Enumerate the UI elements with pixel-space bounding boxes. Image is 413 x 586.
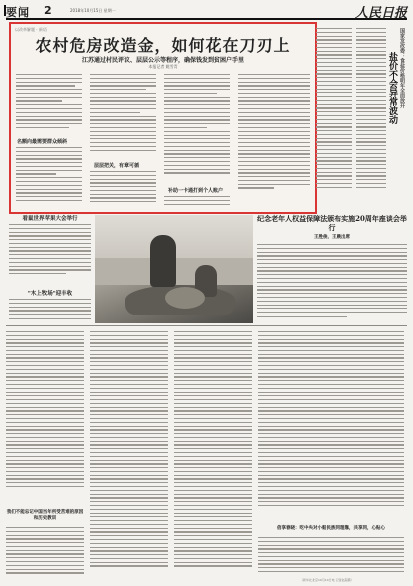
lead-body-col-3b bbox=[164, 196, 230, 210]
lead-subtitle-2: 层层把关，有章可循 bbox=[94, 163, 140, 169]
lead-headline[interactable]: 农村危房改造金，如何花在刀刃上 bbox=[35, 36, 291, 55]
page-number: 2 bbox=[44, 4, 52, 17]
newspaper-logo: 人民日报 bbox=[354, 6, 407, 21]
right-vertical-headline[interactable]: 盐价不会异常波动 bbox=[387, 52, 397, 124]
bottom-col-3 bbox=[174, 331, 252, 581]
lead-body-col-1 bbox=[16, 74, 82, 134]
lead-subtitle-3: 补助一卡通打到个人账户 bbox=[168, 188, 224, 194]
bottom-title-2[interactable]: 倍享春晓：吃中央对小船民族同理靠，共享同，心贴心 bbox=[277, 526, 385, 531]
lead-subtitle-1: 名额向最需要群众倾斜 bbox=[17, 139, 68, 145]
news-photo[interactable] bbox=[95, 215, 253, 323]
article-2-subtitle: 王胜俊、王晨出席 bbox=[314, 235, 350, 240]
bottom-col-4 bbox=[258, 331, 404, 521]
lead-byline: 本报记者 姚雪青 bbox=[148, 64, 178, 69]
right-vertical-subhead: 国家发改委：食盐价格明年全面放开 bbox=[399, 28, 405, 108]
lead-body-col-1b bbox=[16, 147, 82, 207]
footer-credit: （新华社北京10月14日电 记者赵超霸） bbox=[300, 578, 354, 582]
right-col-body bbox=[316, 28, 352, 208]
lead-kicker: 以改革解题 · 新语 bbox=[15, 27, 47, 32]
feature-column bbox=[9, 214, 91, 324]
article-2-title[interactable]: 纪念老年人权益保障法颁布实施20周年座谈会举行 bbox=[257, 214, 407, 232]
feature-box-title[interactable]: "木上牧场"迎丰收 bbox=[27, 291, 73, 297]
issue-date: 2018年10月15日 星期一 bbox=[70, 8, 116, 13]
feature-box-body bbox=[9, 299, 91, 324]
right-column bbox=[316, 22, 409, 210]
bottom-col-4b bbox=[258, 537, 404, 577]
bottom-title-1[interactable]: 我们不能忘记中国当年所受苦难的原因和历史教训 bbox=[6, 510, 84, 521]
feature-body bbox=[9, 224, 91, 284]
page-header bbox=[6, 4, 407, 20]
lead-body-col-2b bbox=[90, 171, 156, 209]
bottom-section bbox=[6, 327, 407, 582]
divider bbox=[6, 325, 407, 326]
feature-title[interactable]: 看鼠世界苹果大会举行 bbox=[22, 216, 78, 222]
lead-article[interactable] bbox=[9, 22, 317, 214]
lead-subhead: 江苏通过村民评议、层层公示等程序，确保钱发到贫困户手里 bbox=[81, 57, 244, 64]
bottom-col-1 bbox=[6, 331, 84, 501]
lead-body-col-4 bbox=[238, 74, 310, 209]
right-col-body-2 bbox=[356, 28, 386, 208]
article-2 bbox=[257, 214, 407, 324]
section-name: 要闻 bbox=[6, 6, 30, 19]
bottom-col-1b bbox=[6, 527, 84, 582]
lead-body-col-2 bbox=[90, 74, 156, 159]
article-2-body bbox=[257, 244, 407, 324]
bottom-col-2 bbox=[90, 331, 168, 581]
lead-body-col-3 bbox=[164, 74, 230, 184]
